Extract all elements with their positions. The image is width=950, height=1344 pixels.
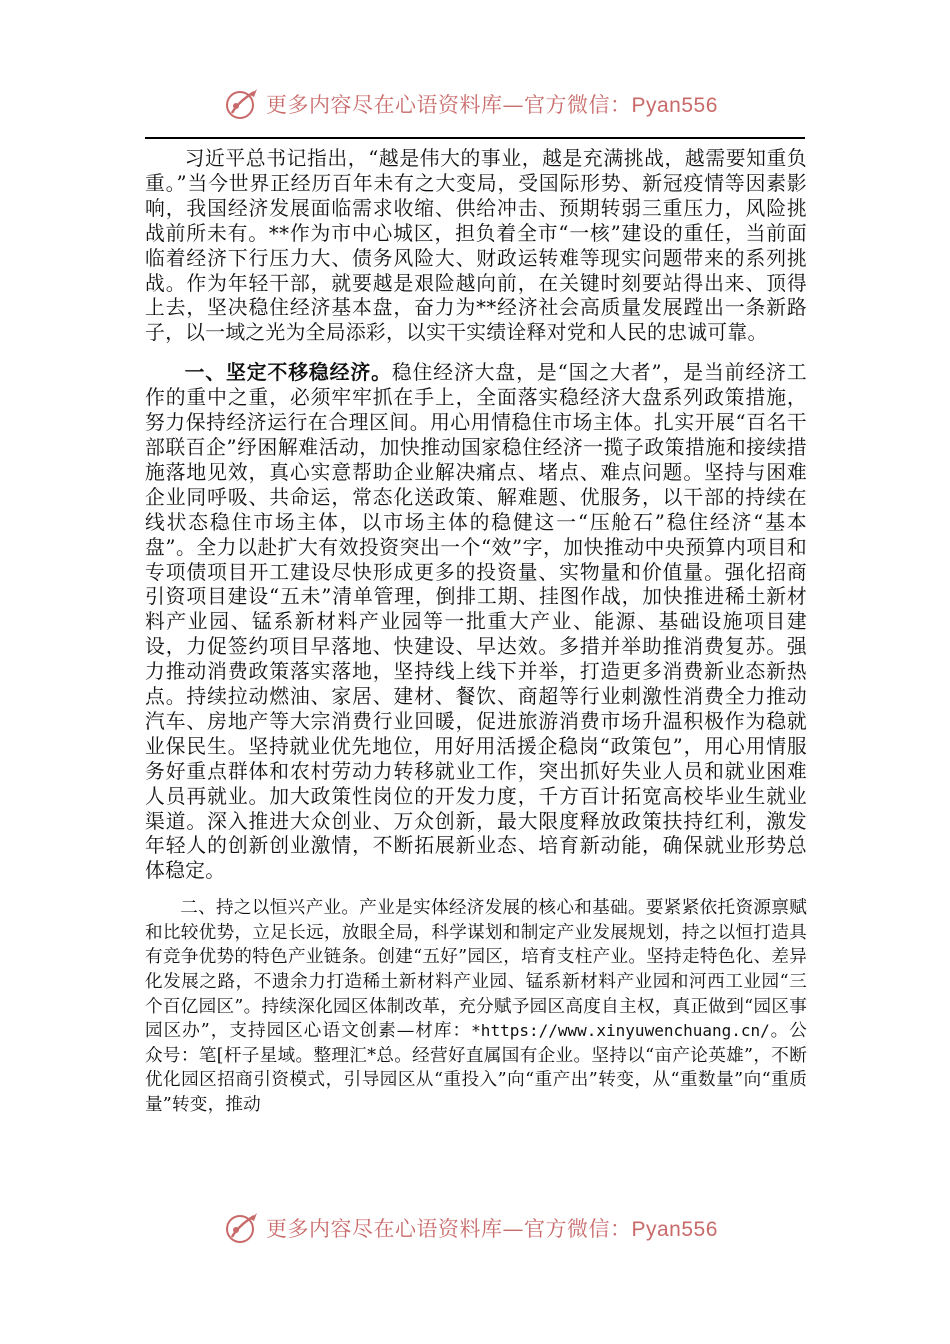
pen-logo-icon bbox=[224, 1210, 260, 1246]
document-body bbox=[145, 147, 807, 1118]
wechat-id: Pyan556 bbox=[631, 1218, 718, 1241]
header-rule bbox=[145, 137, 805, 139]
banner-text: 更多内容尽在心语资料库—官方微信：Pyan556 bbox=[266, 1217, 718, 1241]
section-2-text-a: 二、持之以恒兴产业。产业是实体经济发展的核心和基础。要紧紧依托资源禀赋和比较优势，立足长远，放眼全局，科学谋划和制定产业发展规划，持之以恒打造具有竞争优势的特色产业链条。创建“五好”园区，培育支柱产业。坚持走特色化、差异化发展之路，不遗余力打造稀土新材料产业园、锰系新材料产业园和河西工业园“三个百亿园区”。持续深化园区体制改革，充分赋予园区高度自主权，真正做到“园区事园区办”，支持园区心语文创素—材库： bbox=[145, 898, 807, 1042]
pen-logo-icon bbox=[224, 86, 260, 122]
section-2-text-b: 。公众号：笔[杆子星域。整理汇*总。经营好直属国有企业。坚持以“亩产论英雄”，不断优化园区招商引资模式，引导园区从“重投入”向“重产出”转变，从“重数量”向“重质量”转变，推动 bbox=[145, 1021, 807, 1116]
paragraph-section-2 bbox=[145, 896, 807, 1117]
footer-banner bbox=[224, 1208, 718, 1248]
banner-text: 更多内容尽在心语资料库—官方微信：Pyan556 bbox=[266, 93, 718, 117]
watermark-url: *https://www.xinyuwenchuang.cn/ bbox=[471, 1021, 770, 1041]
paragraph-section-1 bbox=[145, 360, 807, 884]
paragraph-intro: 习近平总书记指出，“越是伟大的事业，越是充满挑战，越需要知重负重。”当今世界正经历百年未有之大变局，受国际形势、新冠疫情等因素影响，我国经济发展面临需求收缩、供给冲击、预期转弱三重压力，风险挑战前所未有。**作为市中心城区，担负着全市“一核”建设的重任，当前面临着经济下行压力大、债务风险大、财政运转难等现实问题带来的系列挑战。作为年轻干部，就要越是艰险越向前，在关键时刻要站得出来、顶得上去，坚决稳住经济基本盘，奋力为**经济社会高质量发展蹚出一条新路子，以一域之光为全局添彩，以实干实绩诠释对党和人民的忠诚可靠。 bbox=[145, 147, 807, 345]
wechat-id: Pyan556 bbox=[631, 94, 718, 117]
section-1-text: 稳住经济大盘，是“国之大者”，是当前经济工作的重中之重，必须牢牢抓在手上，全面落实稳经济大盘系列政策措施，努力保持经济运行在合理区间。用心用情稳住市场主体。扎实开展“百名干部联百企”纾困解难活动，加快推动国家稳住经济一揽子政策措施和接续措施落地见效，真心实意帮助企业解决痛点、堵点、难点问题。坚持与困难企业同呼吸、共命运，常态化送政策、解难题、优服务，以干部的持续在线状态稳住市场主体，以市场主体的稳健这一“压舱石”稳住经济“基本盘”。全力以赴扩大有效投资突出一个“效”字，加快推动中央预算内项目和专项债项目开工建设尽快形成更多的投资量、实物量和价值量。强化招商引资项目建设“五未”清单管理，倒排工期、挂图作战，加快推进稀土新材料产业园、锰系新材料产业园等一批重大产业、能源、基础设施项目建设，力促签约项目早落地、快建设、早达效。多措并举助推消费复苏。强力推动消费政策落实落地，坚持线上线下并举，打造更多消费新业态新热点。持续拉动燃油、家居、建材、餐饮、商超等行业刺激性消费全力推动汽车、房地产等大宗消费行业回暖，促进旅游消费市场升温积极作为稳就业保民生。坚持就业优先地位，用好用活援企稳岗“政策包”，用心用情服务好重点群体和农村劳动力转移就业工作，突出抓好失业人员和就业困难人员再就业。加大政策性岗位的开发力度，千方百计拓宽高校毕业生就业渠道。深入推进大众创业、万众创新，最大限度释放政策扶持红利，激发年轻人的创新创业激情，不断拓展新业态、培育新动能，确保就业形势总体稳定。 bbox=[145, 361, 807, 883]
header-banner bbox=[224, 84, 718, 124]
section-1-heading: 一、坚定不移稳经济。 bbox=[184, 360, 392, 385]
